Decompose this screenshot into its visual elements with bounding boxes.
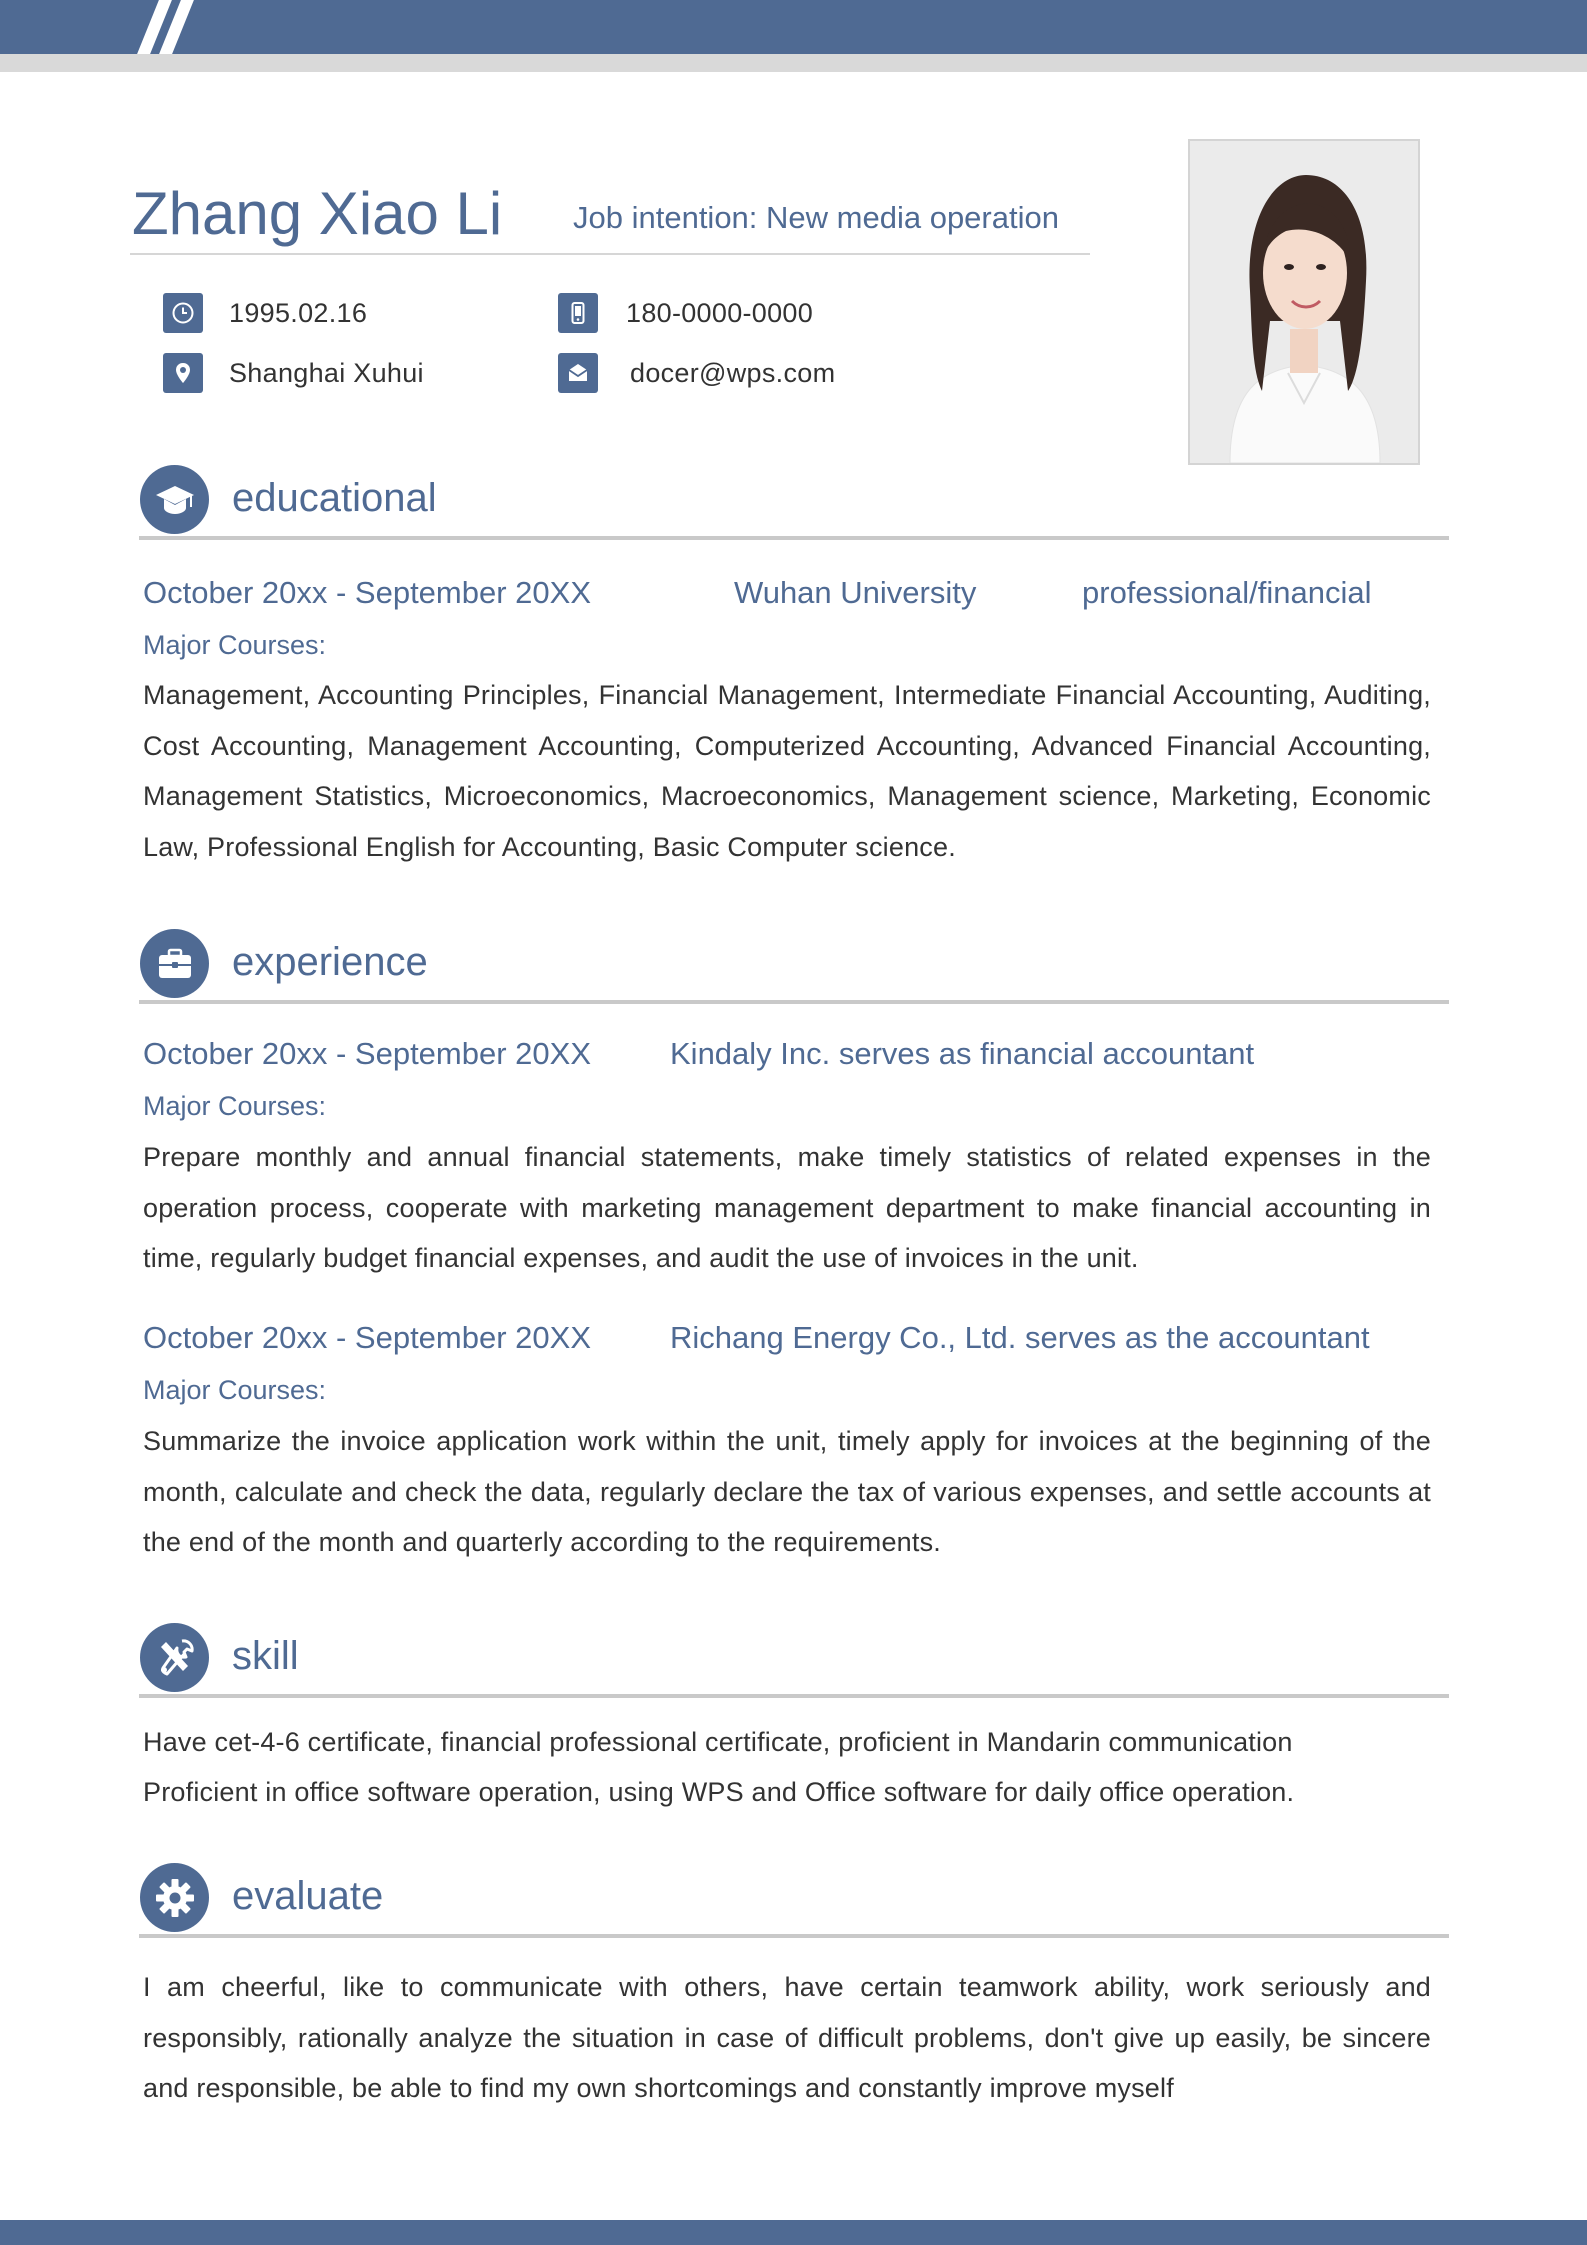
briefcase-icon xyxy=(140,929,209,998)
profile-photo xyxy=(1188,139,1420,465)
skill-title: skill xyxy=(232,1634,299,1678)
contact-phone xyxy=(558,293,813,333)
education-major: professional/financial xyxy=(1082,575,1372,610)
mail-icon xyxy=(558,353,598,393)
top-banner-shadow xyxy=(0,54,1587,72)
job-intention: Job intention: New media operation xyxy=(573,200,1059,235)
header-divider xyxy=(130,253,1090,255)
evaluate-title: evaluate xyxy=(232,1874,384,1918)
section-divider xyxy=(139,1694,1449,1698)
location-value: Shanghai Xuhui xyxy=(229,357,424,388)
bottom-banner xyxy=(0,2220,1587,2245)
phone-icon xyxy=(558,293,598,333)
birthday-value: 1995.02.16 xyxy=(229,297,368,328)
section-divider xyxy=(139,1000,1449,1004)
evaluate-text: I am cheerful, like to communicate with others, have certain teamwork ability, work seriously and responsibly, rationally analyze the situation in case of difficult problems, don't give up easily, be sincere and responsible, be able to find my own shortcomings and constantly improve myself xyxy=(143,1972,1431,2104)
location-pin-icon xyxy=(163,353,203,393)
experience-1-role: Kindaly Inc. serves as financial accountant xyxy=(670,1036,1255,1071)
experience-1-label: Major Courses: xyxy=(143,1091,327,1121)
experience-2-role: Richang Energy Co., Ltd. serves as the accountant xyxy=(670,1320,1370,1355)
tools-icon xyxy=(140,1623,209,1692)
education-title: educational xyxy=(232,476,437,520)
contact-location xyxy=(163,353,424,393)
contact-birthday xyxy=(163,293,367,333)
experience-1-description: Prepare monthly and annual financial statements, make timely statistics of related expenses in the operation process, cooperate with marketing management department to make financial accounting in time, regularly budget financial expenses, and audit the use of invoices in the unit. xyxy=(143,1142,1431,1274)
skill-line-2: Proficient in office software operation, using WPS and Office software for daily office operation. xyxy=(143,1777,1295,1807)
skill-line-1: Have cet-4-6 certificate, financial professional certificate, proficient in Mandarin communication xyxy=(143,1727,1293,1757)
experience-2-period: October 20xx - September 20XX xyxy=(143,1320,592,1355)
email-value[interactable]: docer@wps.com xyxy=(630,357,836,388)
section-divider xyxy=(139,536,1449,540)
graduation-cap-icon xyxy=(140,465,209,534)
phone-value[interactable]: 180-0000-0000 xyxy=(626,297,814,328)
experience-2-description: Summarize the invoice application work within the unit, timely apply for invoices at the beginning of the month, calculate and check the data, regularly declare the tax of various expenses, and settle accounts at the end of the month and quarterly according to the requirements. xyxy=(143,1426,1431,1558)
education-courses-text: Management, Accounting Principles, Financial Management, Intermediate Financial Accounting, Auditing, Cost Accounting, Management Accounting, Computerized Accounting, Advanced Financial Accounting, Management Statistics, Microeconomics, Macroeconomics, Management science, Marketing, Economic Law, Professional English for Accounting, Basic Computer science. xyxy=(143,680,1431,863)
education-period: October 20xx - September 20XX xyxy=(143,575,592,610)
gear-icon xyxy=(140,1863,209,1932)
candidate-name: Zhang Xiao Li xyxy=(132,180,503,247)
top-banner xyxy=(0,0,1587,54)
education-school: Wuhan University xyxy=(734,575,977,610)
clock-icon xyxy=(163,293,203,333)
experience-1-period: October 20xx - September 20XX xyxy=(143,1036,592,1071)
section-divider xyxy=(139,1934,1449,1938)
education-courses-label: Major Courses: xyxy=(143,630,327,660)
experience-2-label: Major Courses: xyxy=(143,1375,327,1405)
contact-email xyxy=(558,353,835,393)
experience-title: experience xyxy=(232,940,428,984)
